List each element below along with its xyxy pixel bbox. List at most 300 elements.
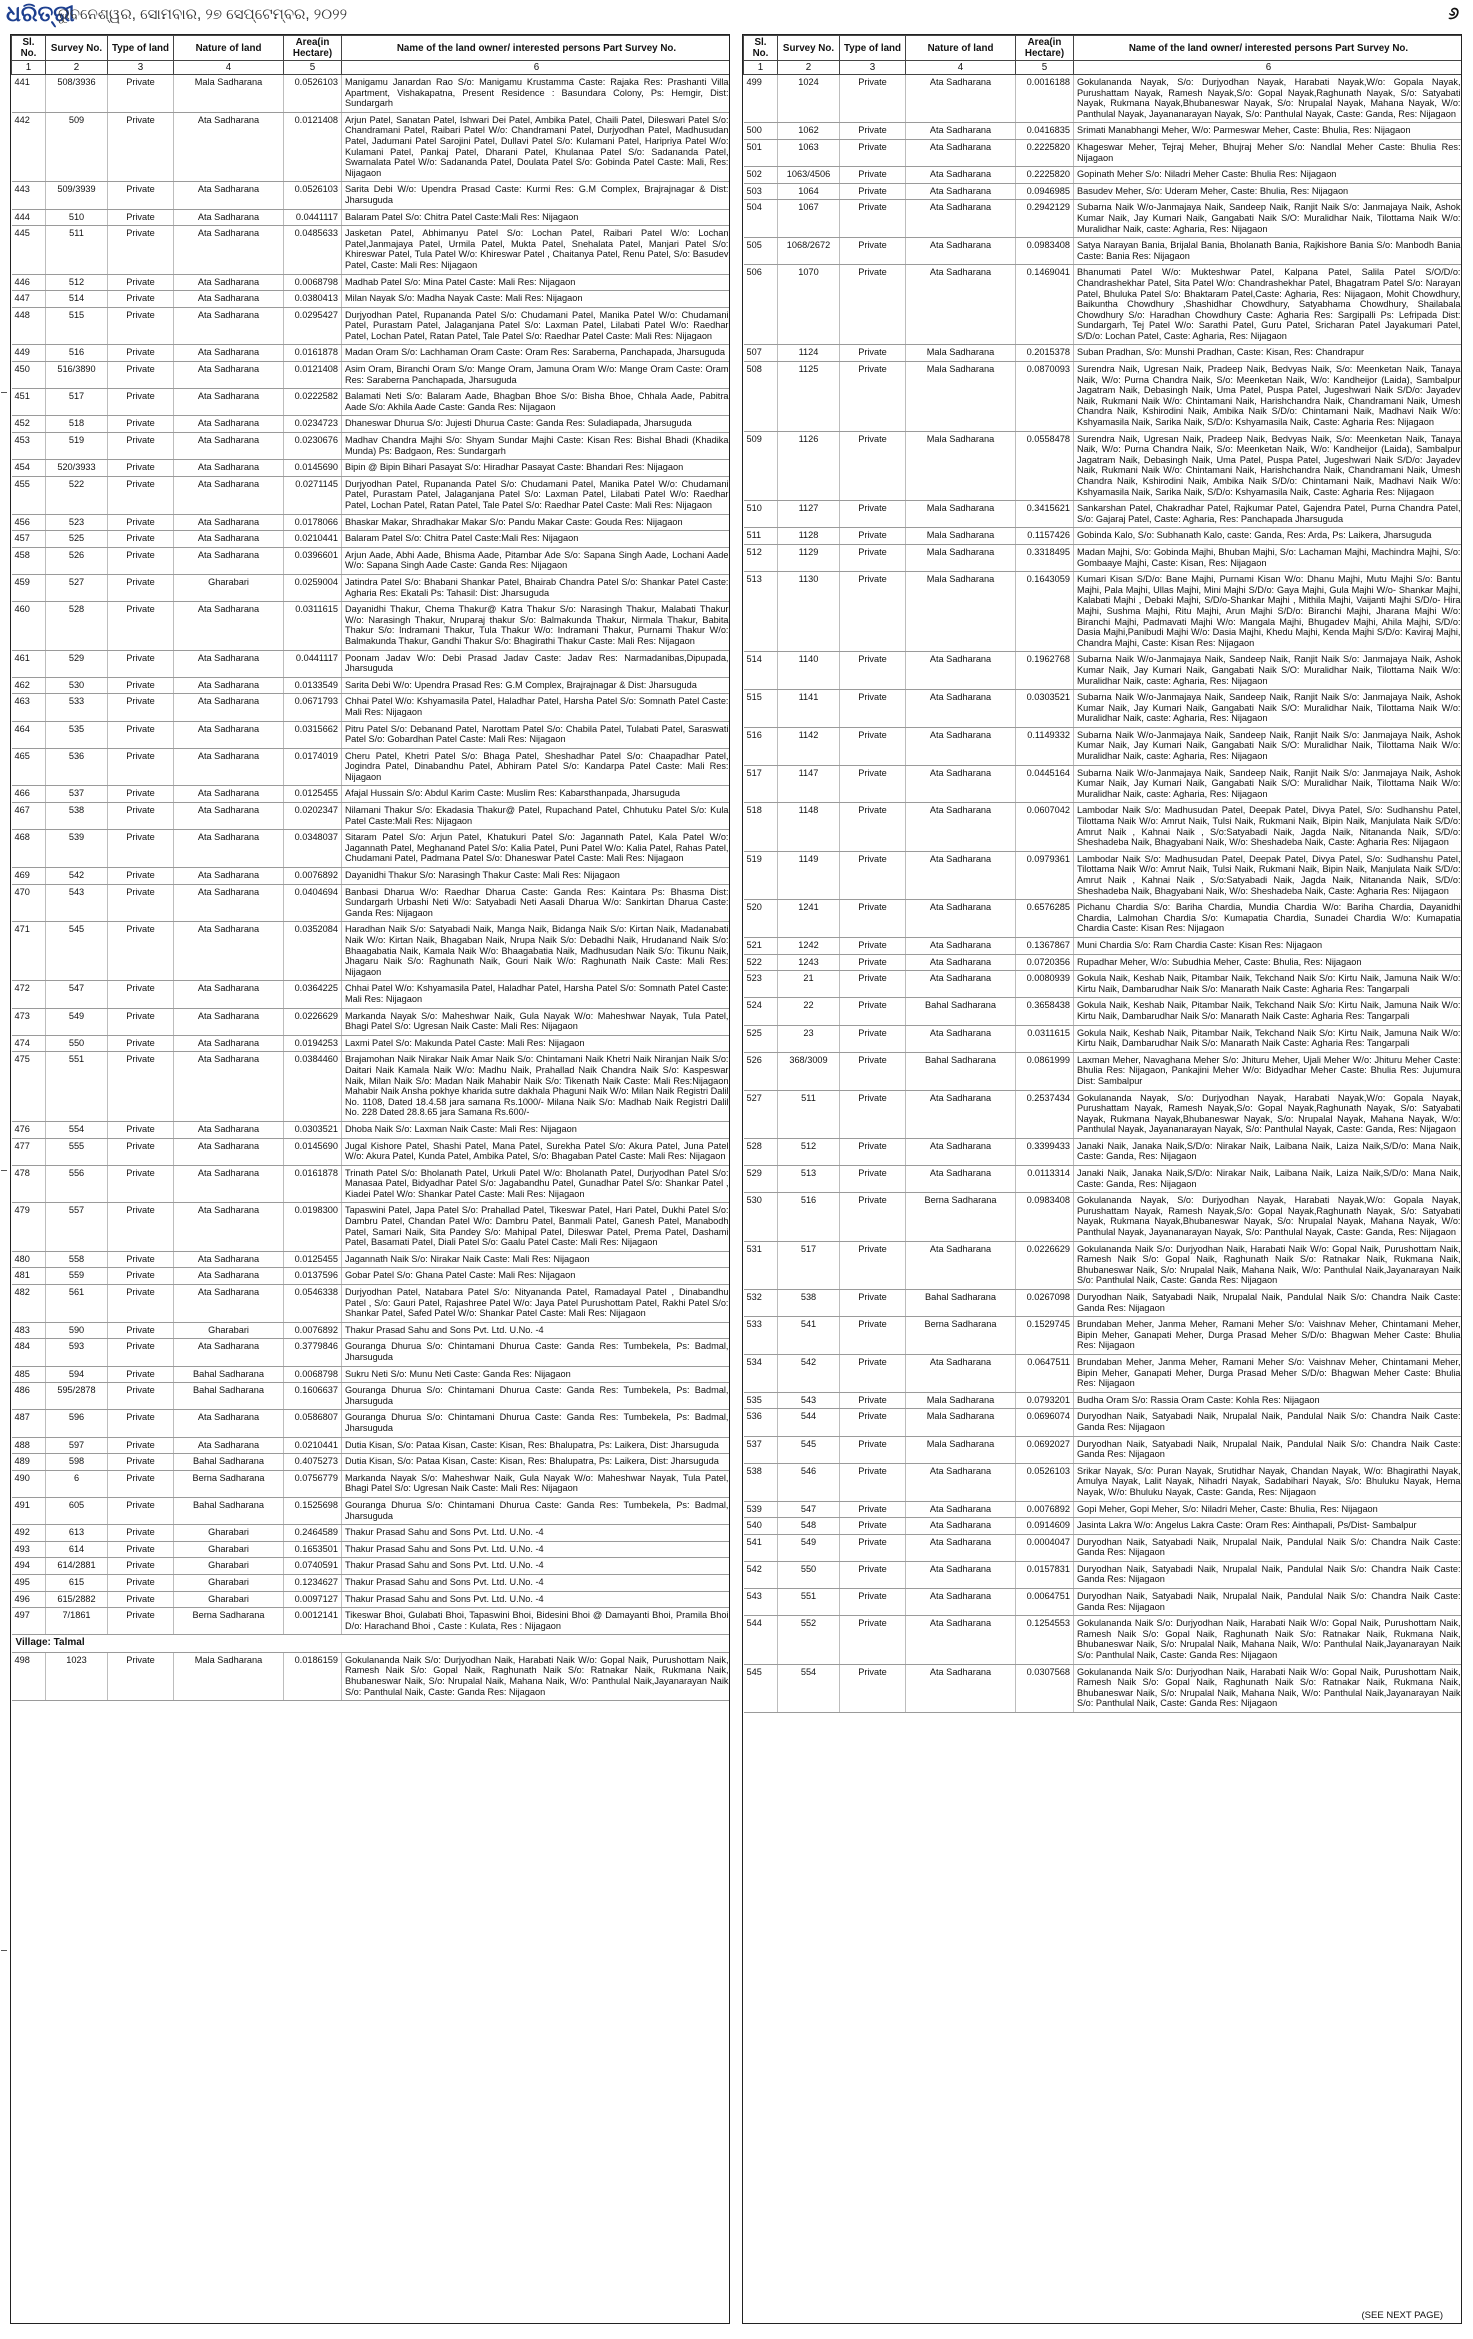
owner-names-cell: Muni Chardia S/o: Ram Chardia Caste: Kisan Res: Nijagaon [1074,937,1463,954]
land-nature-cell: Berna Sadharana [174,1608,284,1635]
land-type-cell: Private [840,1052,906,1090]
land-type-cell: Private [840,900,906,938]
area-cell: 0.0145690 [284,1138,342,1165]
land-nature-cell: Ata Sadharana [906,954,1016,971]
survey-number-cell: 1067 [778,200,840,238]
area-cell: 0.0295427 [284,307,342,345]
land-nature-cell: Berna Sadharana [174,1470,284,1497]
land-nature-cell: Ata Sadharana [174,786,284,803]
area-cell: 0.1962768 [1016,652,1074,690]
land-nature-cell: Bahal Sadharana [906,998,1016,1025]
owner-names-cell: Bhanumati Patel W/o: Mukteshwar Patel, Kalpana Patel, Salila Patel S/O/D/o: Chandrashekhar Patel, Sita Patel W/o: Chandrashekhar Patel, Bhagatram Patel S/o: Narayan Patel, Bhuluka Patel S/o: Bhaktaram Patel,Caste: Agharia, Res: Nijagaon, Mohit Chowdhury, Baikuntha Chowdhury ,Shashidhar Chowdhury, Satyabhama Chowdhury, Shailabala Chowdhury S/o: Haradhan Chowdhury Caste: Agharia Res: Sargipalli Ps: Lefripada Dist: Sundargarh, Tej Patel W/o: Sarathi Patel, Guru Patel, Sricharan Patel Jayakumari Patel, S/D/o: Lochan Patel, Caste: Agharia, Res: Nijagaon [1074,265,1463,345]
table-row [12,694,731,721]
table-row [744,75,1463,123]
area-cell: 0.0946985 [1016,183,1074,200]
survey-number-cell: 512 [46,274,108,291]
land-nature-cell: Gharabari [174,1574,284,1591]
land-type-cell: Private [108,1574,174,1591]
serial-number-cell: 514 [744,652,778,690]
area-cell: 0.0198300 [284,1203,342,1251]
owner-names-cell: Thakur Prasad Sahu and Sons Pvt. Ltd. U.No. -4 [342,1574,731,1591]
table-row [12,1410,731,1437]
area-cell: 0.0222582 [284,389,342,416]
owner-names-cell: Gouranga Dhurua S/o: Chintamani Dhurua Caste: Ganda Res: Tumbekela, Ps: Badmal, Jharsuguda [342,1497,731,1524]
area-cell: 0.0526103 [1016,1463,1074,1501]
header-area: Area(in Hectare) [1016,36,1074,61]
table-row [12,389,731,416]
area-cell: 0.1157426 [1016,528,1074,545]
serial-number-cell: 448 [12,307,46,345]
owner-names-cell: Duryodhan Naik, Satyabadi Naik, Nrupalal Naik, Pandulal Naik S/o: Chandra Naik Caste: Ganda Res: Nijagaon [1074,1589,1463,1616]
survey-number-cell: 537 [46,786,108,803]
owner-names-cell: Afajal Hussain S/o: Abdul Karim Caste: Muslim Res: Kabarsthanpada, Jharsuguda [342,786,731,803]
land-nature-cell: Ata Sadharana [174,1165,284,1203]
table-row [12,1454,731,1471]
table-row [744,1166,1463,1193]
table-row [744,1290,1463,1317]
serial-number-cell: 476 [12,1121,46,1138]
land-nature-cell: Ata Sadharana [174,182,284,209]
survey-number-cell: 544 [778,1409,840,1436]
land-nature-cell: Ata Sadharana [906,1025,1016,1052]
owner-names-cell: Gobar Patel S/o: Ghana Patel Caste: Mali Res: Nijagaon [342,1268,731,1285]
owner-names-cell: Gokula Naik, Keshab Naik, Pitambar Naik, Tekchand Naik S/o: Kirtu Naik, Jamuna Naik W/o: Kirtu Naik, Dambarudhar Naik S/o: Manarath Naik Caste: Agharia Res: Tangarpali [1074,971,1463,998]
table-row [12,209,731,226]
land-type-cell: Private [108,274,174,291]
table-row [12,1251,731,1268]
area-cell: 0.0861999 [1016,1052,1074,1090]
land-type-cell: Private [108,416,174,433]
column-number-row [744,61,1463,75]
owner-names-cell: Laxman Meher, Navaghana Meher S/o: Jhituru Meher, Ujali Meher W/o: Jhituru Meher Caste: Bhulia Res: Nijagaon, Pankajini Meher W/o: Bidyadhar Meher Caste: Bhulia Res: Jujumura Dist: Sambalpur [1074,1052,1463,1090]
header-sl: Sl. No. [744,36,778,61]
survey-number-cell: 558 [46,1251,108,1268]
serial-number-cell: 493 [12,1541,46,1558]
land-type-cell: Private [108,1366,174,1383]
area-cell: 0.0441117 [284,209,342,226]
village-heading-row [12,1635,731,1653]
area-cell: 0.3779846 [284,1339,342,1366]
serial-number-cell: 512 [744,544,778,571]
table-row [744,1561,1463,1588]
land-type-cell: Private [840,139,906,166]
land-type-cell: Private [108,574,174,601]
owner-names-cell: Gokula Naik, Keshab Naik, Pitambar Naik, Tekchand Naik S/o: Kirtu Naik, Jamuna Naik W/o: Kirtu Naik, Dambarudhar Naik S/o: Manarath Naik Caste: Agharia Res: Tangarpali [1074,1025,1463,1052]
serial-number-cell: 461 [12,650,46,677]
area-cell: 0.0125455 [284,786,342,803]
land-type-cell: Private [108,884,174,922]
land-nature-cell: Ata Sadharana [174,1052,284,1122]
land-nature-cell: Mala Sadharana [174,75,284,113]
margin-tick [1,392,7,393]
land-nature-cell: Mala Sadharana [906,1436,1016,1463]
land-type-cell: Private [108,694,174,721]
area-cell: 0.0202347 [284,803,342,830]
land-nature-cell: Ata Sadharana [174,291,284,308]
survey-number-cell: 1068/2672 [778,238,840,265]
column-number: 1 [12,61,46,75]
area-cell: 0.0226629 [1016,1241,1074,1289]
serial-number-cell: 459 [12,574,46,601]
land-type-cell: Private [108,345,174,362]
table-row [744,1534,1463,1561]
land-type-cell: Private [840,1392,906,1409]
owner-names-cell: Khageswar Meher, Tejraj Meher, Bhujraj Meher S/o: Nandlal Meher Caste: Bhulia Res: Nijagaon [1074,139,1463,166]
area-cell: 0.0315662 [284,721,342,748]
table-row [12,721,731,748]
table-row [744,1052,1463,1090]
table-row [12,75,731,113]
land-nature-cell: Bahal Sadharana [174,1454,284,1471]
survey-number-cell: 545 [778,1436,840,1463]
table-row [12,1497,731,1524]
table-row [12,1541,731,1558]
land-type-cell: Private [108,922,174,981]
area-cell: 0.0259004 [284,574,342,601]
land-type-cell: Private [840,727,906,765]
owner-names-cell: Jasinta Lakra W/o: Angelus Lakra Caste: Oram Res: Ainthapali, Ps/Dist- Sambalpur [1074,1518,1463,1535]
owner-names-cell: Balamati Neti S/o: Balaram Aade, Bhagban Bhoe S/o: Bisha Bhoe, Chhala Aade, Pabitra Aade S/o: Akhila Aade Caste: Ganda Res: Nijagaon [342,389,731,416]
survey-number-cell: 1126 [778,431,840,501]
table-row [744,1025,1463,1052]
area-cell: 0.0793201 [1016,1392,1074,1409]
owner-names-cell: Gokulananda Nayak, S/o: Durjyodhan Nayak, Harabati Nayak,W/o: Gopala Nayak, Purushattam Nayak, Ramesh Nayak,S/o: Gopal Nayak,Raghunath Nayak, S/o: Satyabati Nayak, Rukmana Nayak,Bhubaneswar Nayak, S/o: Nrupalal Nayak, Mahana Nayak, W/o: Panthulal Nayak, Jayananarayan Nayak, S/o: Panthulal Nayak, Caste: Ganda, Res: Nijagaon [1074,1090,1463,1138]
land-nature-cell: Ata Sadharana [906,1589,1016,1616]
land-nature-cell: Ata Sadharana [174,694,284,721]
land-type-cell: Private [108,531,174,548]
owner-names-cell: Janaki Naik, Janaka Naik,S/D/o: Nirakar Naik, Laibana Naik, Laiza Naik,S/D/o: Mana Naik, Caste: Ganda, Res: Nijagaon [1074,1166,1463,1193]
owner-names-cell: Gouranga Dhurua S/o: Chintamani Dhurua Caste: Ganda Res: Tumbekela, Ps: Badmal, Jharsuguda [342,1383,731,1410]
dateline: ଭୁବନେଶ୍ୱର, ସୋମବାର, ୨୭ ସେପ୍ଟେମ୍ବର, ୨୦୨୨ [58,6,348,23]
land-nature-cell: Mala Sadharana [906,572,1016,652]
table-row [12,1285,731,1323]
land-nature-cell: Berna Sadharana [906,1317,1016,1355]
land-nature-cell: Bahal Sadharana [906,1290,1016,1317]
land-nature-cell: Ata Sadharana [906,1664,1016,1712]
table-row [12,830,731,868]
serial-number-cell: 482 [12,1285,46,1323]
survey-number-cell: 1140 [778,652,840,690]
area-cell: 0.1254553 [1016,1616,1074,1664]
area-cell: 0.0230676 [284,433,342,460]
survey-number-cell: 513 [778,1166,840,1193]
owner-names-cell: Lambodar Naik S/o: Madhusudan Patel, Deepak Patel, Divya Patel, S/o: Sudhanshu Patel, Tilottama Naik W/o: Amrut Naik, Tulsi Naik, Rukmani Naik, Bipin Naik, Manjulata Naik S/D/o: Amrut Naik , Kahnai Naik , S/o:Satyabadi Naik, Jagda Naik, Nitananda Naik, S/D/o: Sheshadeba Naik, Bhagyabani Naik, W/o: Sheshadeba Naik, Caste: Agharia Res: Nijagaon [1074,803,1463,851]
owner-names-cell: Thakur Prasad Sahu and Sons Pvt. Ltd. U.No. -4 [342,1525,731,1542]
area-cell: 0.0133549 [284,677,342,694]
table-row [744,803,1463,851]
land-nature-cell: Ata Sadharana [906,765,1016,803]
serial-number-cell: 523 [744,971,778,998]
land-nature-cell: Ata Sadharana [906,265,1016,345]
table-row [12,868,731,885]
land-type-cell: Private [108,1410,174,1437]
land-nature-cell: Ata Sadharana [174,650,284,677]
land-nature-cell: Mala Sadharana [906,1409,1016,1436]
owner-names-cell: Dayanidhi Thakur S/o: Narasingh Thakur Caste: Mali Res: Nijagaon [342,868,731,885]
survey-number-cell: 1242 [778,937,840,954]
land-type-cell: Private [840,1463,906,1501]
owner-names-cell: Haradhan Naik S/o: Satyabadi Naik, Manga Naik, Bidanga Naik S/o: Kirtan Naik, Madanabati Naik W/o: Kirtan Naik, Bhagaban Naik, Nrupa Naik S/o: Debadhi Naik, Hrudanand Naik S/o: Bhaagabatia Naik, Kamala Naik W/o: Bhaagabatia Naik, Madhusudan Naik S/o: Tikunu Naik, Jhagaru Naik S/o: Raghunath Naik, Gouri Naik W/o: Raghunath Naik Caste: Mali Res: Nijagaon [342,922,731,981]
survey-number-cell: 595/2878 [46,1383,108,1410]
land-nature-cell: Ata Sadharana [906,183,1016,200]
serial-number-cell: 456 [12,514,46,531]
owner-names-cell: Dhoba Naik S/o: Laxman Naik Caste: Mali Res: Nijagaon [342,1121,731,1138]
survey-number-cell: 594 [46,1366,108,1383]
owner-names-cell: Thakur Prasad Sahu and Sons Pvt. Ltd. U.No. -4 [342,1591,731,1608]
area-cell: 0.0012141 [284,1608,342,1635]
serial-number-cell: 537 [744,1436,778,1463]
newspaper-logo: ଧରିତ୍ରୀ [6,1,75,27]
land-type-cell: Private [840,183,906,200]
land-nature-cell: Gharabari [174,1525,284,1542]
survey-number-cell: 529 [46,650,108,677]
land-type-cell: Private [840,572,906,652]
header-owner: Name of the land owner/ interested persons Part Survey No. [1074,36,1463,61]
owner-names-cell: Dutia Kisan, S/o: Pataa Kisan, Caste: Kisan, Res: Bhalupatra, Ps: Laikera, Dist: Jharsuguda [342,1437,731,1454]
land-nature-cell: Ata Sadharana [174,547,284,574]
survey-number-cell: 546 [778,1463,840,1501]
owner-names-cell: Madan Oram S/o: Lachhaman Oram Caste: Oram Res: Saraberna, Panchapada, Jharsuguda [342,345,731,362]
survey-number-cell: 1130 [778,572,840,652]
area-cell: 0.0404694 [284,884,342,922]
header-area: Area(in Hectare) [284,36,342,61]
table-row [12,786,731,803]
serial-number-cell: 452 [12,416,46,433]
table-row [12,112,731,182]
area-cell: 0.3399433 [1016,1138,1074,1165]
table-row [744,167,1463,184]
area-cell: 0.0076892 [284,1322,342,1339]
serial-number-cell: 513 [744,572,778,652]
area-cell: 0.2225820 [1016,139,1074,166]
serial-number-cell: 541 [744,1534,778,1561]
survey-number-cell: 538 [46,803,108,830]
owner-names-cell: Basudev Meher, S/o: Uderam Meher, Caste: Bhulia, Res: Nijagaon [1074,183,1463,200]
serial-number-cell: 463 [12,694,46,721]
owner-names-cell: Durjyodhan Patel, Rupananda Patel S/o: Chudamani Patel, Manika Patel W/o: Chudamani Patel, Purastam Patel, Jalaganjana Patel S/o: Laxman Patel, Lilabati Patel W/o: Raedhar Patel, Lochan Patel, Ratan Patel, Tale Patel S/o: Raedhar Patel Caste: Mali Res: Nijagaon [342,476,731,514]
area-cell: 0.0720356 [1016,954,1074,971]
area-cell: 0.2225820 [1016,167,1074,184]
survey-number-cell: 526 [46,547,108,574]
land-nature-cell: Mala Sadharana [174,1652,284,1700]
land-nature-cell: Ata Sadharana [906,803,1016,851]
serial-number-cell: 519 [744,851,778,899]
serial-number-cell: 490 [12,1470,46,1497]
survey-number-cell: 533 [46,694,108,721]
land-type-cell: Private [108,476,174,514]
margin-tick [1,1170,7,1171]
land-type-cell: Private [840,1290,906,1317]
table-row [744,1317,1463,1355]
serial-number-cell: 488 [12,1437,46,1454]
land-type-cell: Private [840,937,906,954]
land-nature-cell: Ata Sadharana [906,1166,1016,1193]
area-cell: 0.0080939 [1016,971,1074,998]
header-type: Type of land [840,36,906,61]
survey-number-cell: 545 [46,922,108,981]
survey-number-cell: 543 [778,1392,840,1409]
owner-names-cell: Suban Pradhan, S/o: Munshi Pradhan, Caste: Kisan, Res: Chandrapur [1074,345,1463,362]
land-type-cell: Private [840,544,906,571]
owner-names-cell: Madhav Chandra Majhi S/o: Shyam Sundar Majhi Caste: Kisan Res: Bishal Bhadi (Khadika Munda) Ps: Badgaon, Res: Sundargarh [342,433,731,460]
land-nature-cell: Gharabari [174,1558,284,1575]
owner-names-cell: Durjyodhan Patel, Natabara Patel S/o: Nityananda Patel, Ramadayal Patel , Dinabandhu Patel , S/o: Gauri Patel, Rajashree Patel W/o: Jaya Patel Purushottam Patel, Rakhi Patel S/o: Shankar Patel, Safed Patel W/o: Shankar Patel Caste: Mali Res: Nijagaon [342,1285,731,1323]
survey-number-cell: 547 [778,1501,840,1518]
table-row [12,748,731,786]
survey-number-cell: 535 [46,721,108,748]
owner-names-cell: Markanda Nayak S/o: Maheshwar Naik, Gula Nayak W/o: Maheshwar Nayak, Tula Patel, Bhagi Patel S/o: Ugresan Naik Caste: Mali Res: Nijagaon [342,1470,731,1497]
owner-names-cell: Subarna Naik W/o-Janmajaya Naik, Sandeep Naik, Ranjit Naik S/o: Janmajaya Naik, Ashok Kumar Naik, Jay Kumari Naik, Gangabati Naik S/O: Muralidhar Naik, Tilottama Naik W/o: Muralidhar Naik, caste: Agharia, Res: Nijagaon [1074,652,1463,690]
table-body-right [744,75,1463,1713]
land-nature-cell: Ata Sadharana [174,868,284,885]
land-type-cell: Private [840,765,906,803]
land-nature-cell: Ata Sadharana [174,362,284,389]
survey-number-cell: 22 [778,998,840,1025]
area-cell: 0.0485633 [284,226,342,274]
table-row [12,182,731,209]
serial-number-cell: 502 [744,167,778,184]
land-type-cell: Private [108,677,174,694]
land-type-cell: Private [840,167,906,184]
serial-number-cell: 529 [744,1166,778,1193]
land-type-cell: Private [108,1591,174,1608]
table-row [744,998,1463,1025]
area-cell: 0.0016188 [1016,75,1074,123]
owner-names-cell: Kumari Kisan S/D/o: Bane Majhi, Purnami Kisan W/o: Dhanu Majhi, Mutu Majhi S/o: Bantu Majhi, Pala Majhi, Ullas Majhi, Mini Majhi S/D/o: Gaya Majhi, Gula Majhi W/o- Shankar Majhi, Kalabati Majhi , Debaki Majhi, S/D/o-Shankar Majhi , Mithila Majhi, Vaijanti Majhi S/D/o- Hira Majhi, Sushma Majhi, Ritu Majhi, Arun Majhi S/D/o: Biranchi Majhi, Jharana Majhi W/o: Biranchi Majhi, Padmavati Majhi W/o: Mangala Majhi, Bhugadev Majhi, Ahila Majhi, S/D/o: Dasia Majhi,Panibudi Majhi W/o: Dasia Majhi, Khedu Majhi, Kenda Majhi S/D/o: Kaviraj Majhi, Chandra Majhi, Caste: Kisan Res: Nijagaon [1074,572,1463,652]
owner-names-cell: Thakur Prasad Sahu and Sons Pvt. Ltd. U.No. -4 [342,1558,731,1575]
land-type-cell: Private [108,803,174,830]
serial-number-cell: 474 [12,1035,46,1052]
land-type-cell: Private [840,75,906,123]
survey-number-cell: 597 [46,1437,108,1454]
table-row [12,922,731,981]
land-nature-cell: Ata Sadharana [906,1090,1016,1138]
owner-names-cell: Srikar Nayak, S/o: Puran Nayak, Srutidhar Nayak, Chandan Nayak, W/o: Bhagirathi Nayak, Amulya Nayak, Lalit Nayak, Nihadri Nayak, Sadabihari Nayak, S/o: Bhuluku Nayak, Hema Nayak, W/o: Bhuluku Nayak, Caste: Ganda, Res: Nijagaon [1074,1463,1463,1501]
survey-number-cell: 614/2881 [46,1558,108,1575]
land-nature-cell: Ata Sadharana [906,971,1016,998]
table-row [12,1322,731,1339]
table-row [744,345,1463,362]
table-row [12,981,731,1008]
area-cell: 0.3658438 [1016,998,1074,1025]
serial-number-cell: 444 [12,209,46,226]
table-row [12,1052,731,1122]
survey-number-cell: 615 [46,1574,108,1591]
survey-number-cell: 596 [46,1410,108,1437]
area-cell: 0.6576285 [1016,900,1074,938]
area-cell: 0.0396601 [284,547,342,574]
survey-number-cell: 593 [46,1339,108,1366]
land-nature-cell: Gharabari [174,574,284,601]
land-table-right [743,35,1462,1713]
owner-names-cell: Pitru Patel S/o: Debanand Patel, Narottam Patel S/o: Chabila Patel, Tulabati Patel, Saraswati Patel S/o: Gobardhan Patel Caste: Mali Res: Nijagaon [342,721,731,748]
survey-number-cell: 515 [46,307,108,345]
serial-number-cell: 453 [12,433,46,460]
survey-number-cell: 536 [46,748,108,786]
survey-number-cell: 520/3933 [46,460,108,477]
survey-number-cell: 561 [46,1285,108,1323]
serial-number-cell: 528 [744,1138,778,1165]
land-nature-cell: Ata Sadharana [174,514,284,531]
survey-number-cell: 1023 [46,1652,108,1700]
owner-names-cell: Gobinda Kalo, S/o: Subhanath Kalo, caste: Ganda, Res: Arda, Ps: Laikera, Jharsuguda [1074,528,1463,545]
table-row [12,433,731,460]
table-row [12,1574,731,1591]
survey-number-cell: 542 [778,1354,840,1392]
area-cell: 0.0445164 [1016,765,1074,803]
table-row [12,1268,731,1285]
land-type-cell: Private [108,1035,174,1052]
land-type-cell: Private [840,1166,906,1193]
table-row [12,1470,731,1497]
table-row [744,238,1463,265]
land-type-cell: Private [840,1090,906,1138]
table-row [744,727,1463,765]
serial-number-cell: 539 [744,1501,778,1518]
survey-number-cell: 525 [46,531,108,548]
area-cell: 0.1234627 [284,1574,342,1591]
serial-number-cell: 542 [744,1561,778,1588]
owner-names-cell: Sankarshan Patel, Chakradhar Patel, Rajkumar Patel, Gajendra Patel, Purna Chandra Patel, S/o: Gajaraj Patel, Caste: Agharia, Res: Panchapada Jharsuguda [1074,501,1463,528]
survey-number-cell: 1148 [778,803,840,851]
survey-number-cell: 554 [46,1121,108,1138]
owner-names-cell: Bipin @ Bipin Bihari Pasayat S/o: Hiradhar Pasayat Caste: Bhandari Res: Nijagaon [342,460,731,477]
serial-number-cell: 520 [744,900,778,938]
survey-number-cell: 512 [778,1138,840,1165]
survey-number-cell: 1141 [778,690,840,728]
survey-number-cell: 551 [778,1589,840,1616]
land-nature-cell: Bahal Sadharana [174,1366,284,1383]
area-cell: 0.1643059 [1016,572,1074,652]
serial-number-cell: 465 [12,748,46,786]
owner-names-cell: Gokulananda Naik S/o: Durjyodhan Naik, Harabati Naik W/o: Gopal Naik, Purushottam Naik, Ramesh Naik S/o: Gopal Naik, Raghunath Naik S/o: Ratnakar Naik, Rukmana Naik, Bhubaneswar Naik, S/o: Nrupalal Naik, Mahana Naik, W/o: Panthulal Naik,Jayanarayan Naik S/o: Panthulal Naik, Caste: Ganda Res: Nijagaon [342,1652,731,1700]
survey-number-cell: 550 [778,1561,840,1588]
area-cell: 0.0983408 [1016,238,1074,265]
owner-names-cell: Brajamohan Naik Nirakar Naik Amar Naik S/o: Chintamani Naik Khetri Naik Niranjan Naik S/o: Daitari Naik Kamala Naik W/o: Madhu Naik, Prahallad Naik Chandra Naik S/o: Kaspeswar Naik, Milan Naik S/o: Madan Naik Mahabir Naik S/o: Tikenath Naik Caste: Mali Res:Nijagaon Mahabir Naik Ansha pokhye kharida sutre dakhala Phaguni Naik W/o: Milan Naik Registri Dalil No. 1108, Dated 18.4.58 jara samana Rs.1000/- Milana Naik S/o: Madhab Naik Registri Dalil No. 228 Dated 28.8.65 jara Samana Rs.600/- [342,1052,731,1122]
serial-number-cell: 491 [12,1497,46,1524]
survey-number-cell: 543 [46,884,108,922]
land-type-cell: Private [840,1025,906,1052]
serial-number-cell: 473 [12,1008,46,1035]
area-cell: 0.0210441 [284,1437,342,1454]
serial-number-cell: 445 [12,226,46,274]
table-row [12,1525,731,1542]
land-type-cell: Private [840,528,906,545]
owner-names-cell: Duryodhan Naik, Satyabadi Naik, Nrupalal Naik, Pandulal Naik S/o: Chandra Naik Caste: Ganda Res: Nijagaon [1074,1290,1463,1317]
area-cell: 0.0186159 [284,1652,342,1700]
column-number: 5 [284,61,342,75]
serial-number-cell: 462 [12,677,46,694]
serial-number-cell: 454 [12,460,46,477]
area-cell: 0.0441117 [284,650,342,677]
land-type-cell: Private [108,226,174,274]
area-cell: 0.0416835 [1016,123,1074,140]
header-sl: Sl. No. [12,36,46,61]
land-nature-cell: Ata Sadharana [174,226,284,274]
table-row [12,345,731,362]
serial-number-cell: 515 [744,690,778,728]
area-cell: 0.0064751 [1016,1589,1074,1616]
table-row [744,362,1463,432]
land-nature-cell: Ata Sadharana [174,209,284,226]
table-row [744,528,1463,545]
land-nature-cell: Ata Sadharana [174,981,284,1008]
column-number: 3 [840,61,906,75]
owner-names-cell: Sitaram Patel S/o: Arjun Patel, Khatukuri Patel S/o: Jagannath Patel, Kala Patel W/o: Jagannath Patel, Meghanand Patel S/o: Kalia Patel, Puni Patel W/o: Kalia Patel, Rahas Patel, Chudamani Patel, Padmana Patel S/o: Dhaneswar Patel Caste: Mali Res: Nijagaon [342,830,731,868]
land-type-cell: Private [108,1454,174,1471]
owner-names-cell: Gopinath Meher S/o: Niladri Meher Caste: Bhulia Res: Nijagaon [1074,167,1463,184]
land-type-cell: Private [108,389,174,416]
